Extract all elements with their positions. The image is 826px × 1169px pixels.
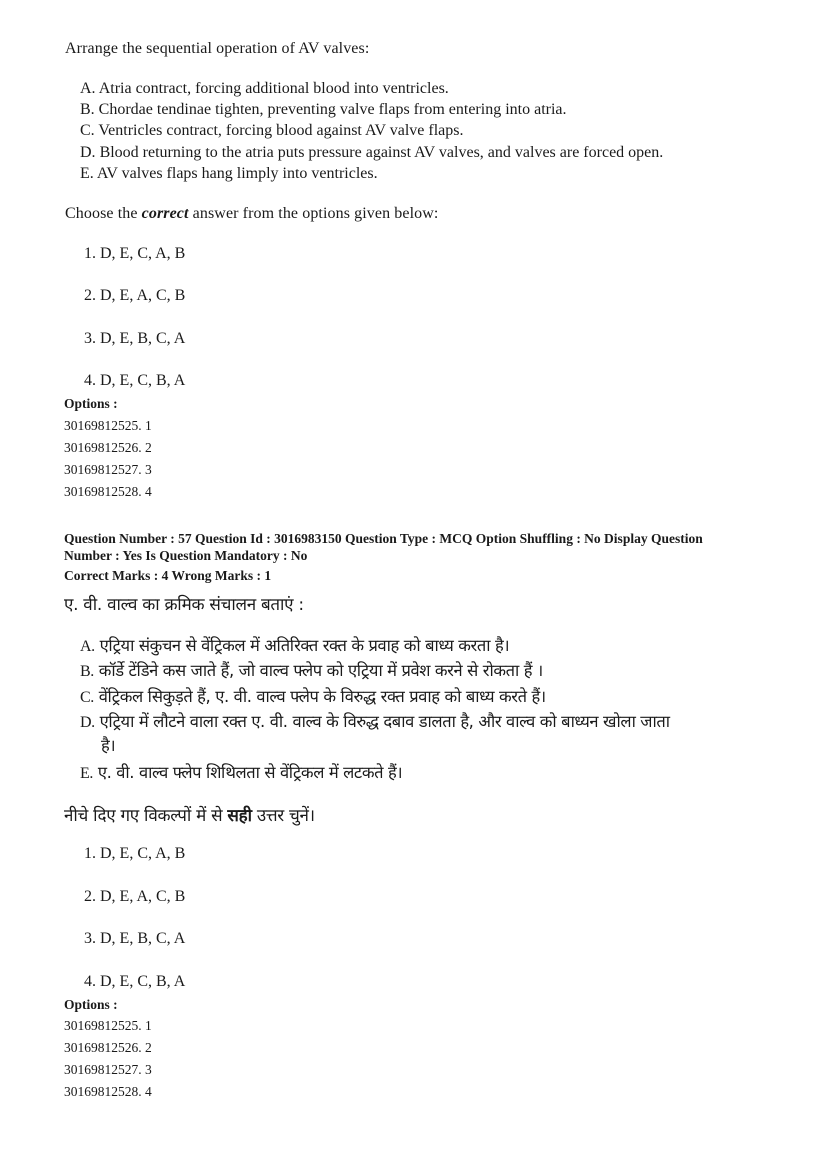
answer-option-2: 2. D, E, A, C, B	[84, 888, 186, 905]
choose-emphasis: correct	[141, 205, 189, 222]
question-stem: Arrange the sequential operation of AV valves:	[65, 40, 370, 57]
options-label: Options :	[64, 997, 118, 1012]
question-meta-line-1: Question Number : 57 Question Id : 3016983150 Question Type : MCQ Option Shuffling : No Display Question	[64, 531, 703, 546]
statement-c	[80, 122, 463, 140]
question-stem-hindi: ए. वी. वाल्व का क्रमिक संचालन बताएं :	[64, 595, 304, 615]
statement-label: E.	[80, 165, 94, 182]
statement-label: A.	[80, 638, 95, 655]
statement-text: एट्रिया संकुचन से वेंट्रिकल में अतिरिक्त रक्त के प्रवाह को बाध्य करता है।	[99, 636, 510, 655]
answer-option-3: 3. D, E, B, C, A	[84, 930, 186, 947]
choose-instruction-hindi	[64, 803, 315, 826]
question-meta-line-2: Number : Yes Is Question Mandatory : No	[64, 548, 308, 563]
option-id-3: 30169812527. 3	[64, 1062, 152, 1077]
statement-text: Blood returning to the atria puts pressure against AV valves, and valves are forced open.	[99, 144, 664, 161]
statement-b-hindi	[80, 658, 543, 681]
statement-d-hindi	[80, 709, 670, 732]
statement-label: E.	[80, 765, 93, 782]
statement-text: एट्रिया में लौटने वाला रक्त ए. वी. वाल्व के विरुद्ध दबाव डालता है, और वाल्व को बाध्यन खोला जाता	[99, 712, 670, 731]
option-id-1: 30169812525. 1	[64, 1018, 152, 1033]
option-id-2: 30169812526. 2	[64, 1040, 152, 1055]
choose-text: Choose the	[65, 205, 142, 222]
choose-instruction	[65, 205, 438, 223]
question-meta-line-3: Correct Marks : 4 Wrong Marks : 1	[64, 568, 272, 583]
statement-c-hindi	[80, 684, 546, 707]
statement-text: ए. वी. वाल्व फ्लेप शिथिलता से वेंट्रिकल में लटकते हैं।	[97, 763, 403, 782]
choose-text: answer from the options given below:	[188, 205, 439, 222]
statement-text: वेंट्रिकल सिकुड़ते हैं, ए. वी. वाल्व फ्लेप के विरुद्ध रक्त प्रवाह को बाध्य करते हैं।	[98, 687, 546, 706]
answer-option-4: 4. D, E, C, B, A	[84, 973, 186, 990]
statement-label: B.	[80, 663, 94, 680]
answer-option-1: 1. D, E, C, A, B	[84, 845, 186, 862]
statement-a-hindi	[80, 633, 509, 656]
statement-text: AV valves flaps hang limply into ventricles.	[96, 165, 378, 182]
statement-a	[80, 80, 449, 98]
choose-emphasis: सही	[227, 806, 252, 826]
choose-text: नीचे दिए गए विकल्पों में से	[64, 806, 228, 826]
options-label: Options :	[64, 396, 118, 411]
answer-option-2: 2. D, E, A, C, B	[84, 287, 186, 304]
answer-option-1: 1. D, E, C, A, B	[84, 245, 186, 262]
statement-text: Ventricles contract, forcing blood against AV valve flaps.	[98, 122, 464, 139]
statement-d-continuation: है।	[101, 736, 116, 755]
option-id-1: 30169812525. 1	[64, 418, 152, 433]
option-id-4: 30169812528. 4	[64, 484, 152, 499]
statement-label: A.	[80, 80, 96, 97]
answer-option-3: 3. D, E, B, C, A	[84, 330, 186, 347]
option-id-4: 30169812528. 4	[64, 1084, 152, 1099]
statement-label: C.	[80, 122, 95, 139]
answer-option-4: 4. D, E, C, B, A	[84, 372, 186, 389]
option-id-2: 30169812526. 2	[64, 440, 152, 455]
statement-text: Chordae tendinae tighten, preventing valve flaps from entering into atria.	[98, 101, 567, 118]
statement-b	[80, 101, 567, 119]
statement-label: D.	[80, 714, 95, 731]
option-id-3: 30169812527. 3	[64, 462, 152, 477]
statement-label: D.	[80, 144, 96, 161]
statement-d	[80, 144, 663, 162]
choose-text: उत्तर चुनें।	[251, 806, 315, 826]
statement-e	[80, 165, 378, 183]
statement-text: कॉर्डे टेंडिने कस जाते हैं, जो वाल्व फ्लेप को एट्रिया में प्रवेश करने से रोकता हैं ।	[98, 661, 543, 680]
statement-e-hindi	[80, 760, 402, 783]
statement-label: C.	[80, 689, 94, 706]
statement-label: B.	[80, 101, 95, 118]
statement-text: Atria contract, forcing additional blood into ventricles.	[98, 80, 449, 97]
